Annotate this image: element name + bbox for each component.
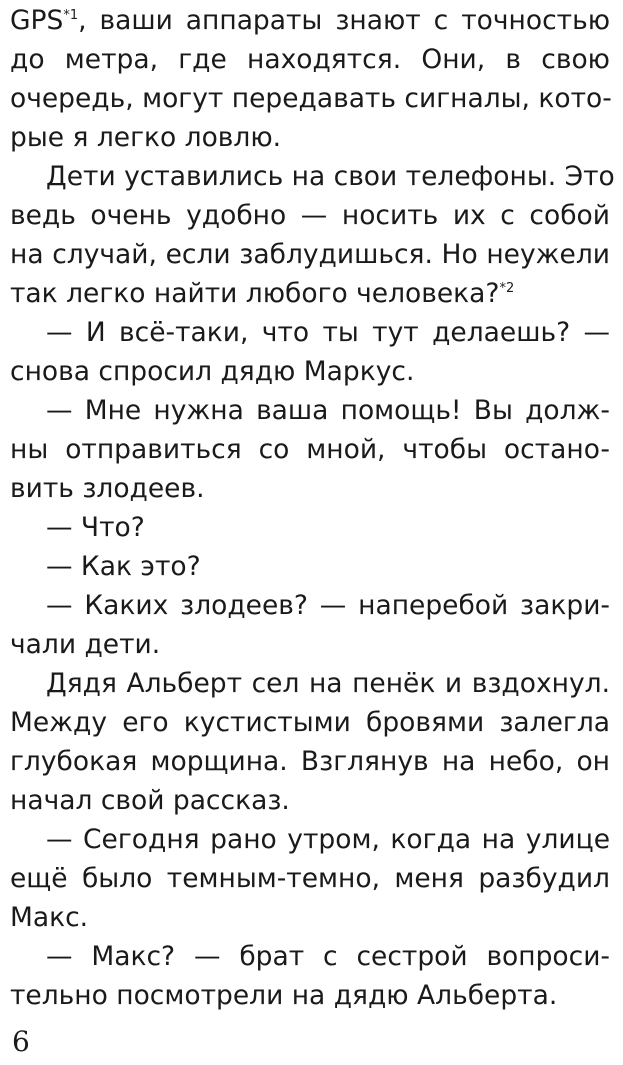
text-line: — Мне нужна ваша помощь! Вы долж- <box>46 395 610 426</box>
text-line: Макс. <box>10 902 89 933</box>
text-line: глубокая морщина. Взглянув на небо, он <box>10 746 610 777</box>
line-text: , ваши аппараты знают с точностью <box>78 5 610 36</box>
text-line: Дети уставились на свои телефоны. Это <box>46 161 615 192</box>
page-number: 6 <box>12 1025 30 1058</box>
gps-word: GPS <box>10 5 64 36</box>
text-line: до метра, где находятся. Они, в свою <box>10 44 610 75</box>
text-line: начал свой рассказ. <box>10 785 290 816</box>
text-line: Между его кустистыми бровями залегла <box>10 707 610 738</box>
text-line: ны отправиться со мной, чтобы останo- <box>10 434 610 465</box>
line-text: так легко найти любого человека? <box>10 278 500 309</box>
text-line: — Что? <box>46 512 145 543</box>
footnote-marker: *2 <box>499 281 515 297</box>
text-line: вить злодеев. <box>10 473 205 504</box>
text-line: — И всё-таки, что ты тут делаешь? — <box>46 317 610 348</box>
text-line <box>10 1 610 40</box>
text-line: чали дети. <box>10 629 161 660</box>
text-line: на случай, если заблудишься. Но неужели <box>10 239 610 270</box>
text-line: снова спросил дядю Маркус. <box>10 356 415 387</box>
text-line: — Как это? <box>46 551 201 582</box>
text-line: — Сегодня рано утром, когда на улице <box>46 824 610 855</box>
text-line: рые я легко ловлю. <box>10 122 282 153</box>
text-line: тельно посмотрели на дядю Альберта. <box>10 980 558 1011</box>
text-line <box>10 274 610 313</box>
text-line: Дядя Альберт сел на пенёк и вздохнул. <box>46 668 610 699</box>
text-line: очередь, могут передавать сигналы, кото- <box>10 83 612 114</box>
text-line: — Каких злодеев? — наперебой закри- <box>46 590 610 621</box>
text-line: ведь очень удобно — носить их с собой <box>10 200 610 231</box>
footnote-marker: *1 <box>63 8 79 24</box>
book-page <box>10 0 615 1065</box>
text-line: ещё было темным-темно, меня разбудил <box>10 863 610 894</box>
text-line: — Макс? — брат с сестрой вопроси- <box>46 941 610 972</box>
